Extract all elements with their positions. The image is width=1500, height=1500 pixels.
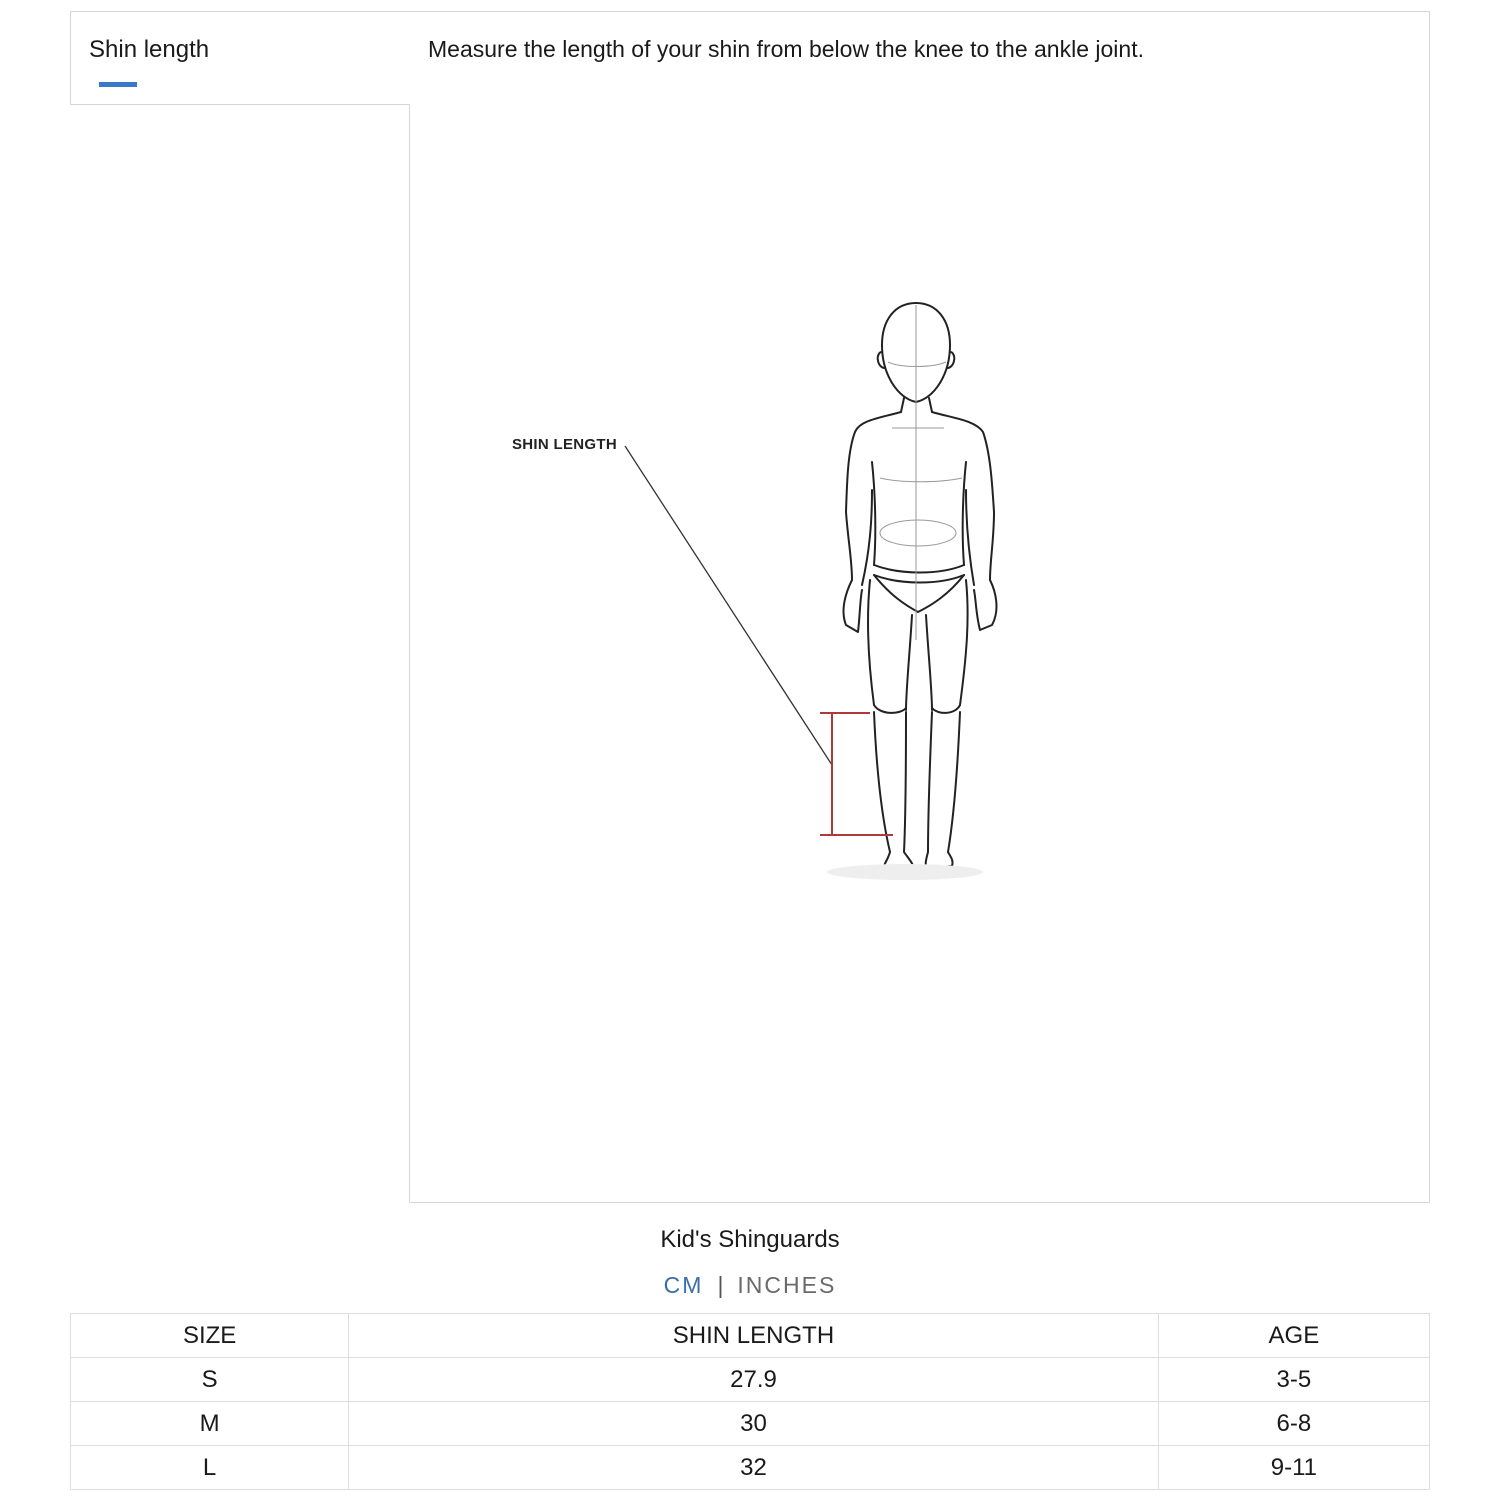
unit-cm-button[interactable]: CM bbox=[663, 1272, 704, 1298]
column-header-age: AGE bbox=[1158, 1314, 1429, 1358]
size-cell: M bbox=[71, 1402, 349, 1446]
age-cell: 9-11 bbox=[1158, 1446, 1429, 1490]
shin-length-cell: 32 bbox=[349, 1446, 1159, 1490]
tab-shin-length[interactable] bbox=[70, 11, 410, 105]
panel-border-gap bbox=[409, 12, 411, 104]
child-body-outline-icon bbox=[500, 290, 1020, 890]
unit-inches-button[interactable]: INCHES bbox=[737, 1272, 837, 1298]
table-row bbox=[71, 1446, 1430, 1490]
column-header-size: SIZE bbox=[71, 1314, 349, 1358]
age-cell: 6-8 bbox=[1158, 1402, 1429, 1446]
table-row bbox=[71, 1402, 1430, 1446]
tab-label: Shin length bbox=[89, 36, 210, 63]
active-tab-indicator bbox=[99, 82, 137, 87]
column-header-shin-length: SHIN LENGTH bbox=[349, 1314, 1159, 1358]
unit-toggle bbox=[0, 1272, 1500, 1299]
age-cell: 3-5 bbox=[1158, 1358, 1429, 1402]
shin-length-cell: 30 bbox=[349, 1402, 1159, 1446]
figure-label: SHIN LENGTH bbox=[512, 436, 617, 453]
measurement-instruction: Measure the length of your shin from below the knee to the ankle joint. bbox=[428, 36, 1144, 62]
size-cell: L bbox=[71, 1446, 349, 1490]
table-header-row bbox=[71, 1314, 1430, 1358]
unit-separator: | bbox=[717, 1272, 724, 1298]
size-table bbox=[70, 1313, 1430, 1490]
table-row bbox=[71, 1358, 1430, 1402]
chart-title: Kid's Shinguards bbox=[660, 1226, 840, 1253]
shin-length-cell: 27.9 bbox=[349, 1358, 1159, 1402]
size-cell: S bbox=[71, 1358, 349, 1402]
